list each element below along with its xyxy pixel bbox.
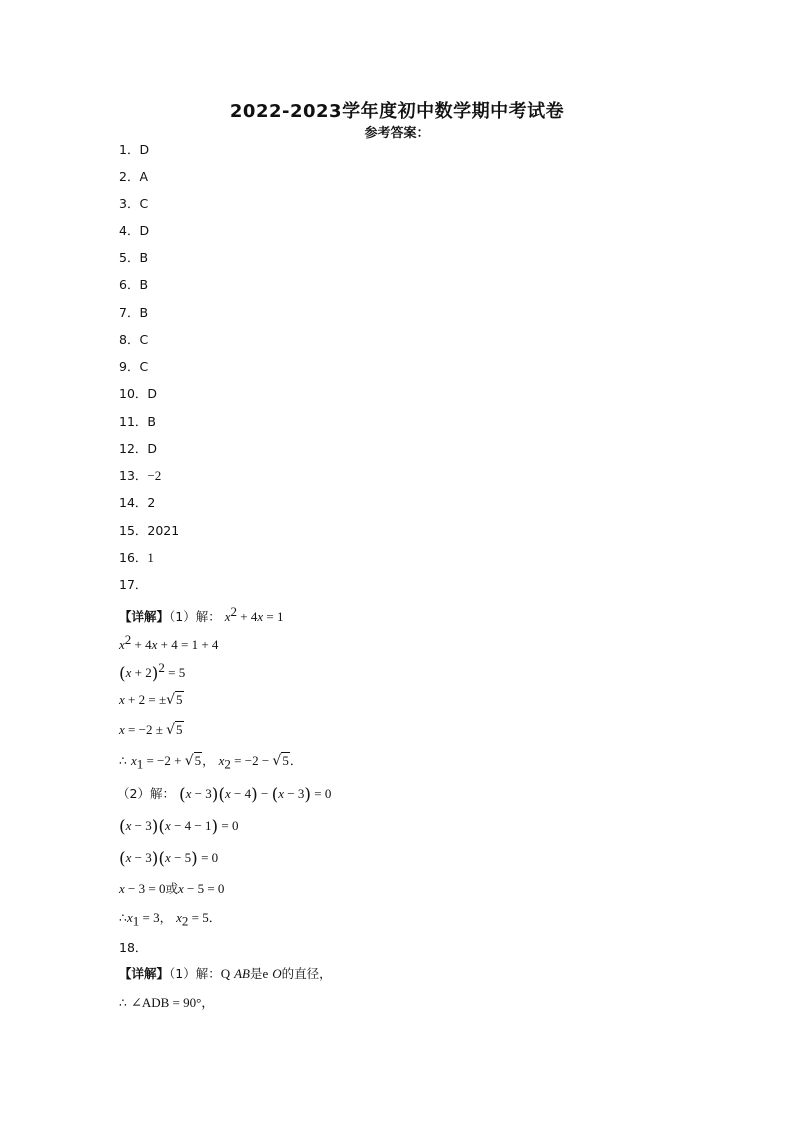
answer-row-15 xyxy=(119,523,179,539)
q17-line-2: $x^2 + 4x + 4 = 1 + 4$ xyxy=(119,632,219,653)
answer-number: 4． xyxy=(119,223,140,238)
q17-line-7: （2）解： (x − 3)(x − 4) − (x − 3) = 0 xyxy=(117,785,332,805)
answer-number: 14． xyxy=(119,495,148,510)
is-word: 是 xyxy=(249,966,263,981)
answer-row-13 xyxy=(119,468,161,484)
answer-row-3 xyxy=(119,196,148,212)
answer-row-11 xyxy=(119,414,156,430)
answer-row-7 xyxy=(119,305,148,321)
part-label: （2）解： xyxy=(117,786,175,801)
answer-number: 12． xyxy=(119,441,148,456)
therefore-symbol: ∴ xyxy=(119,995,127,1010)
answer-number: 5． xyxy=(119,250,140,265)
answer-number: 10． xyxy=(119,386,148,401)
q17-line-10: x − 3 = 0或x − 5 = 0 xyxy=(119,881,225,896)
detail-tag: 【详解】 xyxy=(119,609,170,625)
answer-number: 1． xyxy=(119,142,140,157)
answer-row-4 xyxy=(119,223,149,239)
answer-number: 3． xyxy=(119,196,140,211)
answer-value: −2 xyxy=(147,468,162,483)
q17-line-11: $\therefore x_1 = 3$， $x_2 = 5$． xyxy=(119,910,222,929)
answer-value: B xyxy=(139,305,149,320)
comma: ， xyxy=(159,910,173,925)
answer-row-10 xyxy=(119,386,157,402)
answer-row-6 xyxy=(119,277,148,293)
answer-value: D xyxy=(147,386,158,401)
q17-line-8: (x − 3)(x − 4 − 1) = 0 xyxy=(119,817,239,837)
period: ． xyxy=(289,753,303,768)
q17-line-9: (x − 3)(x − 5) = 0 xyxy=(119,849,219,869)
circle-symbol: e xyxy=(262,966,269,981)
q17-line-4: x + 2 = ±√5 xyxy=(119,692,183,708)
q17-line-3: $(x + 2)^2 = 5$ xyxy=(119,660,186,685)
answer-value: D xyxy=(139,223,150,238)
answer-value: D xyxy=(139,142,150,157)
page-subtitle: 参考答案： xyxy=(364,126,430,141)
page-title: 2022-2023学年度初中数学期中考试卷 xyxy=(229,101,565,122)
answer-value: A xyxy=(139,169,149,184)
answer-number: 7． xyxy=(119,305,140,320)
q17-line-6: ∴ $x_1 = -2 + √5$， $x_2 = -2 - √5$． xyxy=(119,753,303,772)
q17-label: 17． xyxy=(119,577,148,592)
part-label: （1）解： xyxy=(169,966,221,981)
answer-row-9 xyxy=(119,359,148,375)
q18-label: 18． xyxy=(119,940,148,955)
answer-number: 8． xyxy=(119,332,140,347)
answer-value: C xyxy=(139,196,149,211)
answer-row-14 xyxy=(119,495,155,511)
answer-value: 2 xyxy=(147,495,156,510)
or-word: 或 xyxy=(165,881,178,896)
answer-value: 1 xyxy=(147,550,154,565)
diameter-text: 的直径， xyxy=(281,966,332,981)
q17-line-5: x = −2 ± √5 xyxy=(119,722,183,738)
q18-line-2 xyxy=(119,995,214,1011)
answer-value: B xyxy=(139,277,149,292)
answer-row-5 xyxy=(119,250,148,266)
answer-number: 2． xyxy=(119,169,140,184)
answer-number: 6． xyxy=(119,277,140,292)
answer-number: 9． xyxy=(119,359,140,374)
answer-number: 11． xyxy=(119,414,148,429)
answer-number: 16． xyxy=(119,550,148,565)
answer-value: B xyxy=(139,250,149,265)
answer-row-12 xyxy=(119,441,157,457)
answer-value: 2021 xyxy=(147,523,180,538)
answer-number: 15． xyxy=(119,523,148,538)
comma: ， xyxy=(202,753,215,768)
answer-value: C xyxy=(139,359,149,374)
detail-tag: 【详解】 xyxy=(119,966,170,981)
answer-row-1 xyxy=(119,142,149,158)
therefore-symbol: ∴ xyxy=(119,910,127,925)
answer-value: B xyxy=(147,414,156,429)
answer-value: C xyxy=(139,332,149,347)
q17-line-1: 【详解】（1）解： $x^2 + 4x = 1$ xyxy=(119,604,284,625)
because-symbol: Q xyxy=(220,966,231,981)
answer-number: 13． xyxy=(119,468,148,483)
q18-line-1: 【详解】（1）解：Q AB是e O的直径， xyxy=(119,966,332,981)
therefore-symbol: ∴ xyxy=(119,753,127,768)
answer-row-2 xyxy=(119,169,148,185)
period: ． xyxy=(208,910,222,925)
answer-row-16 xyxy=(119,550,154,566)
answer-row-8 xyxy=(119,332,148,348)
part-label: （1）解： xyxy=(169,609,221,625)
answer-value: D xyxy=(147,441,158,456)
angle-equation: ∠ADB = 90°， xyxy=(130,995,215,1010)
